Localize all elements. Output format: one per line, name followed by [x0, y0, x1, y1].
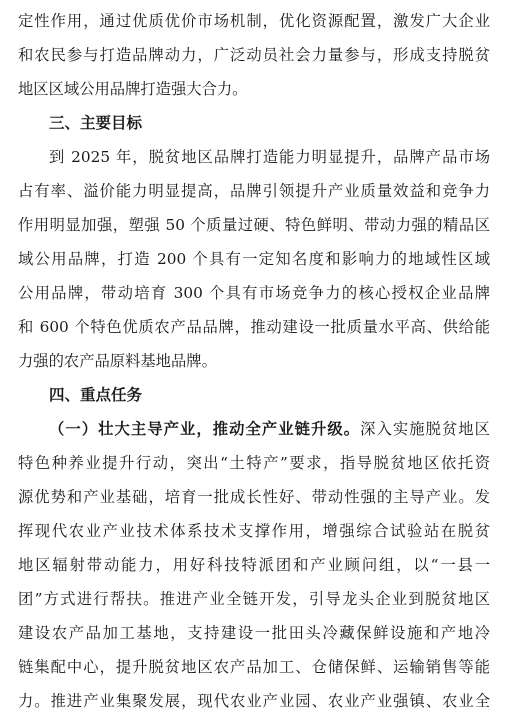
section-3-line-4: 域公用品牌，打造 200 个具有一定知名度和影响力的地域性区域: [18, 250, 490, 268]
section-3-line-2: 占有率、溢价能力明显提高，品牌引领提升产业质量效益和竞争力: [18, 182, 490, 200]
section-3-line-7: 力强的农产品原料基地品牌。: [18, 352, 217, 370]
task-1-first-line-text: 深入实施脱贫地区: [360, 420, 490, 438]
section-4-line-7: 链集配中心，提升脱贫地区农产品加工、仓储保鲜、运输销售等能: [18, 658, 490, 676]
task-1-title: （一）壮大主导产业，推动全产业链升级。: [49, 420, 361, 438]
section-4-line-2: 源优势和产业基础，培育一批成长性好、带动性强的主导产业。发: [18, 488, 490, 506]
section-4-line-8: 力。推进产业集聚发展，现代农业产业园、农业产业强镇、农业全: [18, 692, 490, 710]
section-3-line-6: 和 600 个特色优质农产品品牌，推动建设一批质量水平高、供给能: [18, 318, 490, 336]
section-4-line-4: 地区辐射带动能力，用好科技特派团和产业顾问组，以“一县一: [18, 556, 490, 574]
section-3-line-3: 作用明显加强，塑强 50 个质量过硬、特色鲜明、带动力强的精品区: [18, 216, 490, 234]
section-4-heading: 四、重点任务: [49, 386, 143, 404]
section-4-line-6: 建设农产品加工基地，支持建设一批田头冷藏保鲜设施和产地冷: [18, 624, 490, 642]
section-4-line-1: 特色种养业提升行动，突出“土特产”要求，指导脱贫地区依托资: [18, 454, 490, 472]
section-3-heading: 三、主要目标: [49, 114, 143, 132]
section-4-line-3: 挥现代农业产业技术体系技术支撑作用，增强综合试验站在脱贫: [18, 522, 490, 540]
section-3-line-5: 公用品牌，带动培育 300 个具有市场竞争力的核心授权企业品牌: [18, 284, 490, 302]
intro-line-2: 和农民参与打造品牌动力，广泛动员社会力量参与，形成支持脱贫: [18, 46, 490, 64]
intro-line-1: 定性作用，通过优质优价市场机制，优化资源配置，激发广大企业: [18, 12, 490, 30]
section-3-line-1: 到 2025 年，脱贫地区品牌打造能力明显提升，品牌产品市场: [49, 148, 490, 166]
intro-line-3: 地区区域公用品牌打造强大合力。: [18, 80, 248, 98]
section-4-line-5: 团”方式进行帮扶。推进产业全链开发，引导龙头企业到脱贫地区: [18, 590, 490, 608]
task-1-first-line: [18, 414, 490, 444]
